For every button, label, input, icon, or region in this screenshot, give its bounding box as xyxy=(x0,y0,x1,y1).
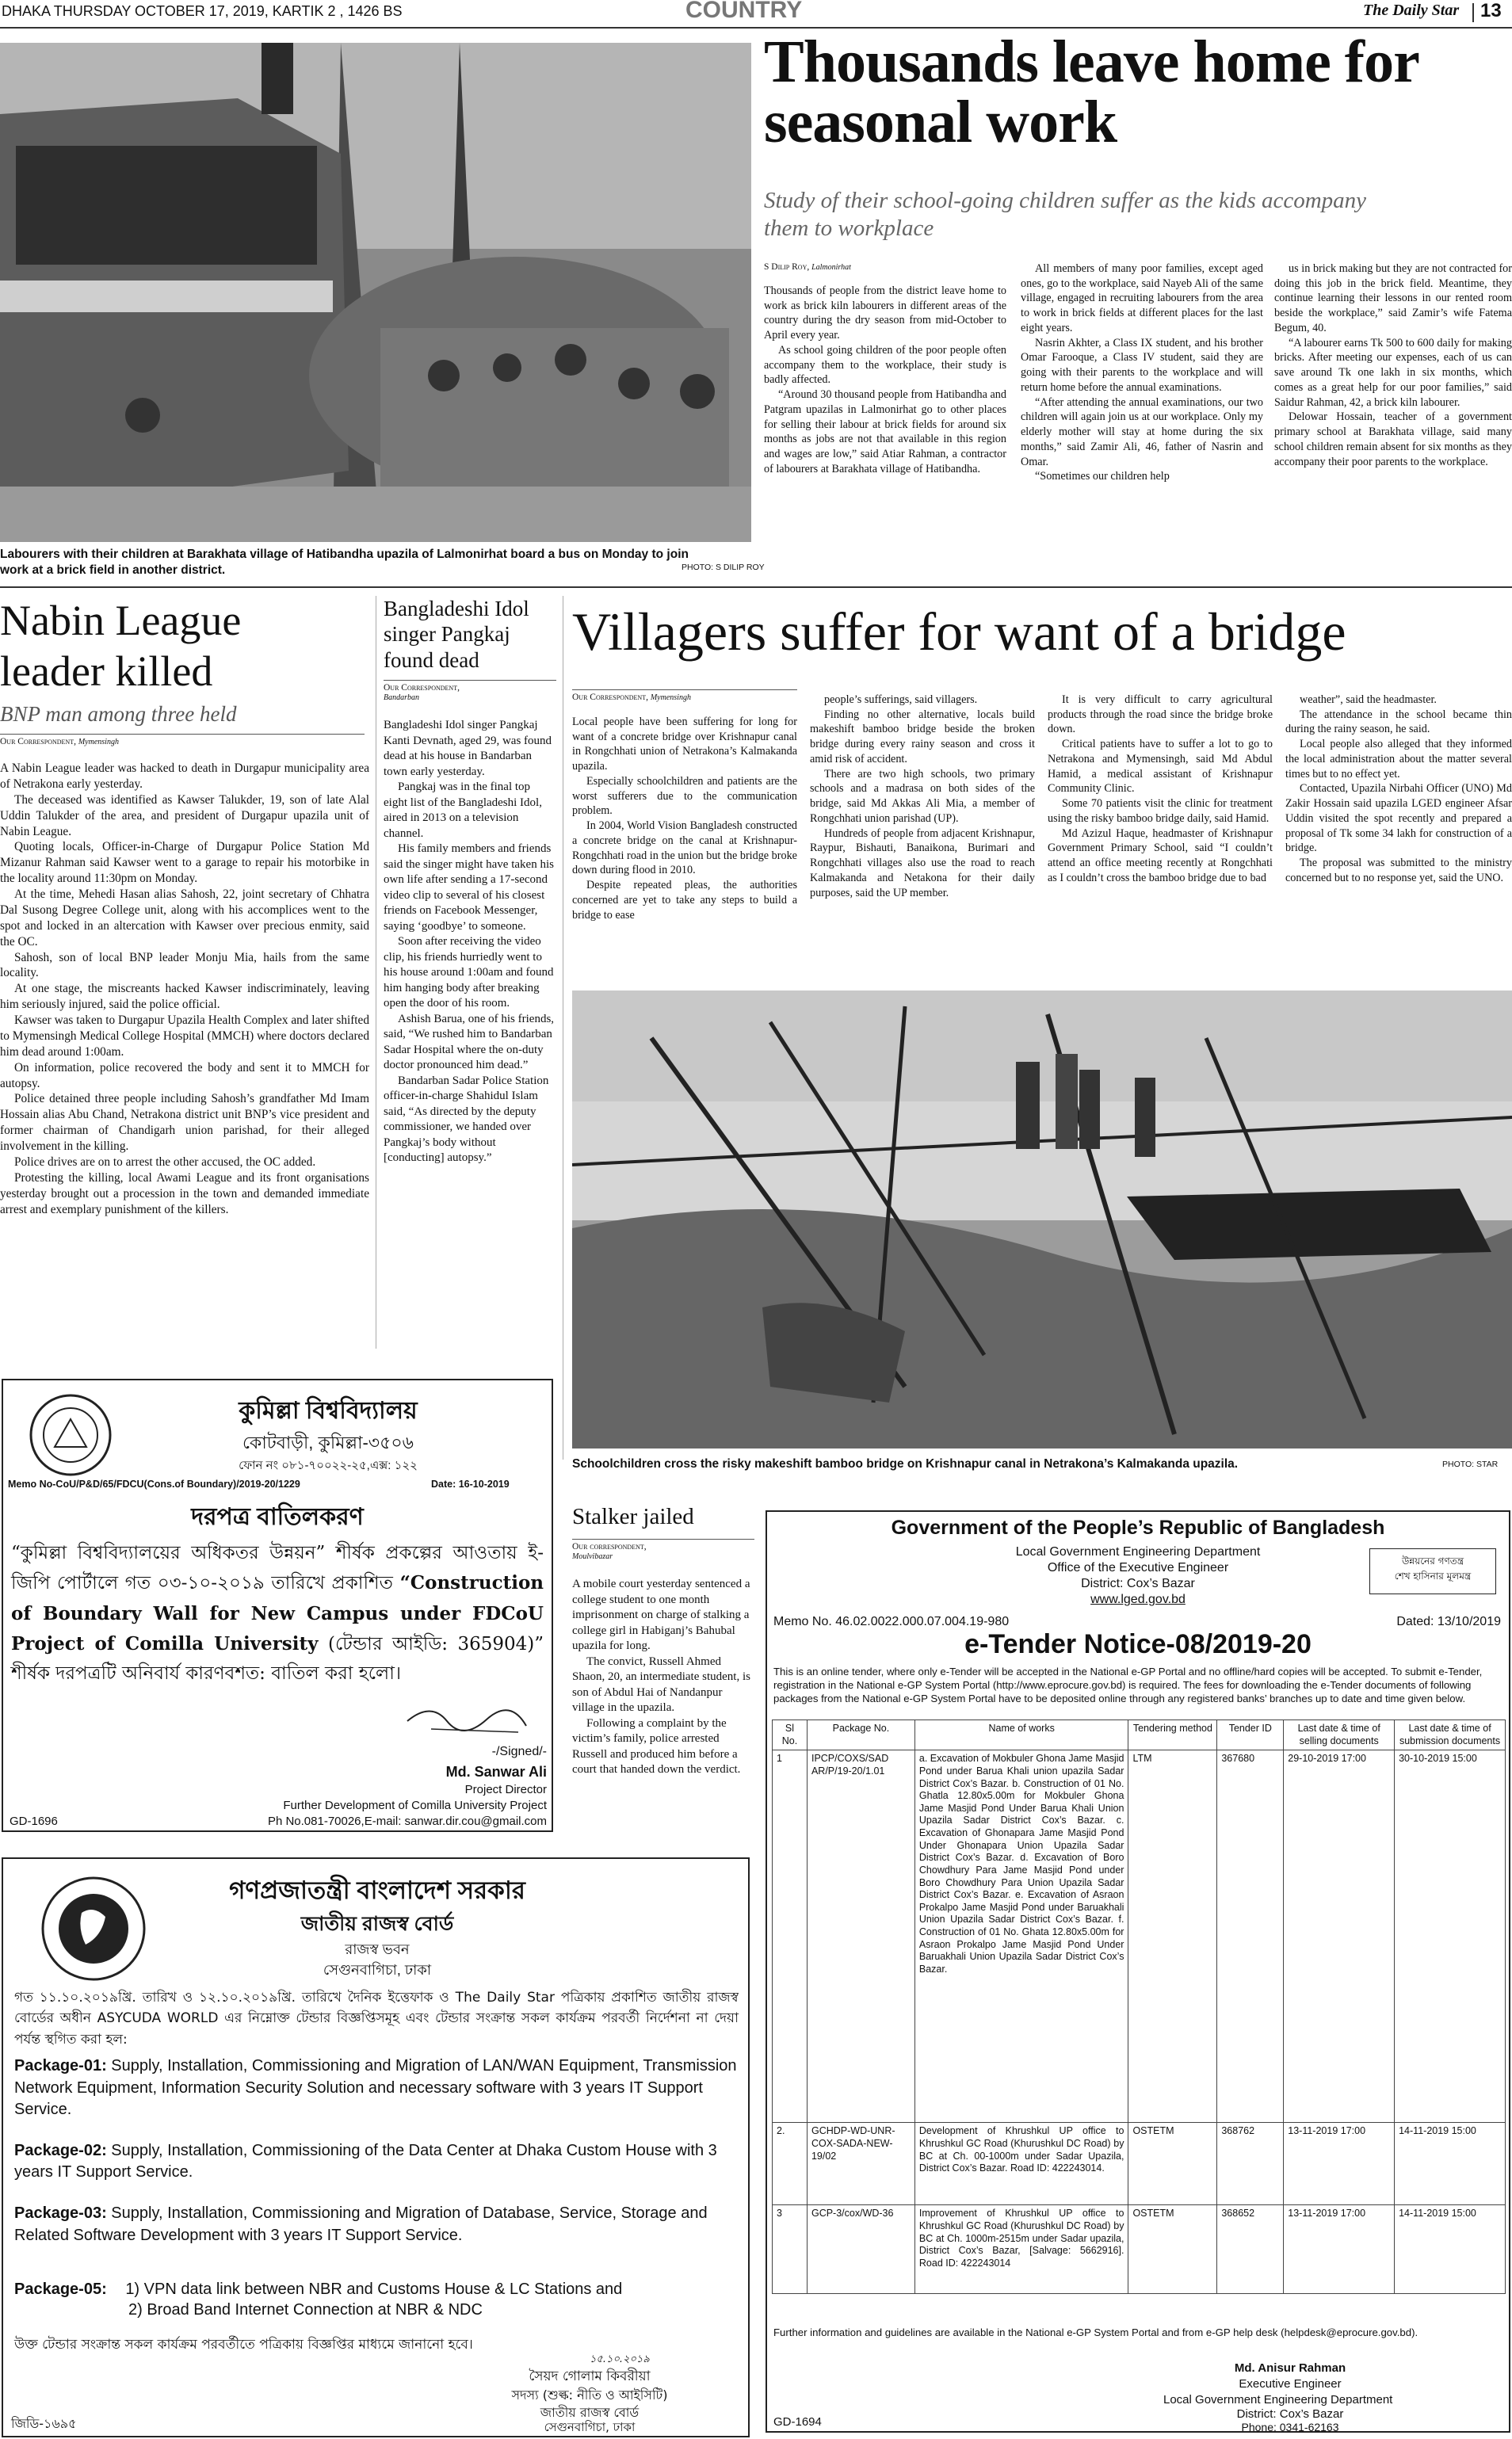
lged-sig-phone: Phone: 0341-62163 xyxy=(1241,2421,1339,2433)
idol-byline-place: Bandarban xyxy=(384,693,419,702)
table-cell: 14-11-2019 15:00 xyxy=(1395,2205,1506,2294)
nbr-packages xyxy=(14,2055,739,2265)
stalker-headline: Stalker jailed xyxy=(572,1504,694,1529)
package-text: Supply, Installation, Commissioning and Migration of Database, Service, Storage and Related Software Development with 3 years IT Support Service. xyxy=(14,2204,708,2244)
paragraph: Bandarban Sadar Police Station officer-in-charge Shahidul Islam said, “As directed by the deputy commissioner, we handed over Pangkaj’s body without [conducting] autopsy.” xyxy=(384,1074,549,1164)
lged-sig-title: Executive Engineer xyxy=(1239,2377,1342,2391)
paragraph: Police detained three people including Sahosh’s grandfather Md Imam Hossain alias Abu Chand, Netrakona district unit BNP’s vice president and former chairman of Chandigarh union parishad, for their alleged involvement in the killing. xyxy=(0,1092,369,1153)
bridge-photo-caption: Schoolchildren cross the risky makeshift bamboo bridge on Krishnapur canal in Netrakona’s Kalmakanda upazila. xyxy=(572,1457,1239,1471)
comilla-date: Date: 16-10-2019 xyxy=(431,1479,510,1490)
paragraph: All members of many poor families, except aged ones, go to the workplace, said Nayeb Ali of the same village, engaged in recruiting labourers from the area to work in brick fields at different places for the last eight years. xyxy=(1021,262,1263,334)
paragraph: Md Azizul Haque, headmaster of Krishnapur Government Primary School, said “I couldn’t attend an office meeting recently at Rongchhati as I couldn’t cross the bamboo bridge due to bad xyxy=(1048,826,1273,884)
lead-headline: Thousands leave home for seasonal work xyxy=(764,29,1418,155)
paragraph: At the time, Mehedi Hasan alias Sahosh, 22, joint secretary of Chhatra Dal Susong Degree College unit, along with his accomplices went to the spot and locked in an altercation with Kawser over precious enmity, said the OC. xyxy=(0,887,369,948)
paragraph: Finding no other alternative, locals build makeshift bamboo bridge beside the broken bridge during every rainy season and cross it amid risk of accident. xyxy=(810,708,1035,765)
table-header-cell: Last date & time of selling documents xyxy=(1284,1720,1395,1750)
masthead-logo: The Daily Star xyxy=(1363,2,1460,19)
table-header-cell: Package No. xyxy=(807,1720,914,1750)
comilla-body-bn-2: (টেন্ডার আইডি: 365904)” শীর্ষক দরপত্রটি অনিবার্য কারণবশত: বাতিল করা হলো। xyxy=(11,1633,544,1684)
lged-memo: Memo No. 46.02.0022.000.07.004.19-980 xyxy=(773,1615,1010,1628)
package-text: Supply, Installation, Commissioning and Migration of LAN/WAN Equipment, Transmission Network Equipment, Information Security Solution and necessary software with 3 years IT Support Service. xyxy=(14,2057,737,2119)
table-cell: 368652 xyxy=(1217,2205,1284,2294)
paragraph: Nasrin Akhter, a Class IX student, and his brother Omar Farooque, a Class IV student, said they are going with their parents to the workplace and will return home before the annual examinations. xyxy=(1021,336,1263,394)
lead-byline xyxy=(764,260,1002,272)
package-item xyxy=(14,2203,739,2246)
table-cell: 14-11-2019 15:00 xyxy=(1395,2123,1506,2205)
table-cell: a. Excavation of Mokbuler Ghona Jame Masjid Pond under Barua Khali union upazila Sadar District Cox’s Bazar. b. Construction of 01 No. Ghatla 12.80x5.00m for Mokbuler Ghona Jame Masjid Pond Under Barua Khali Union Upazila Sadar District Cox’s Bazar. c. Excavation of Ghonapara Jame Masjid Pond Under Ghonapara Union Upazila Sadar District Cox’s Bazar. d. Excavation of Boro Chowdhury Para Jame Masjid Pond under Boro Chowdhury Para Union Upazila Sadar District Cox’s Bazar. e. Excavation of Asraon Prokalpo Jame Masjid Pond under Baruakhali Union Upazila Sadar District Cox’s Bazar. f. Construction of 01 No. Ghata 12.80x5.00m for Asraon Prokalpo Jame Masjid Pond Under Baruakhali Union Upazila Sadar District Cox’s Bazar. xyxy=(914,1750,1128,2123)
bridge-body-col-3 xyxy=(1048,693,1273,886)
table-header-cell: Last date & time of submission documents xyxy=(1395,1720,1506,1750)
bridge-photo-credit: PHOTO: STAR xyxy=(1442,1460,1499,1469)
paragraph: “After attending the annual examinations, our two children will again join us at our workplace. Only my elderly mother will stay at home during the six months,” said Zamir Ali, 46, father of Nasrin and Omar. xyxy=(1021,395,1263,468)
paragraph: “Around 30 thousand people from Hatibandha and Patgram upazilas in Lalmonirhat go to other places for selling their labour at brick fields for around six months as jobs are not that available in this region and wages are low,” said Atiar Rahman, a contractor of labourers at Barakhata village of Hatibandha. xyxy=(764,388,1006,475)
lged-district: District: Cox’s Bazar xyxy=(1081,1577,1195,1590)
lead-subhead: Study of their school-going children suffer as the kids accompany them to workplace xyxy=(764,188,1367,242)
section-name: COUNTRY xyxy=(685,0,803,23)
comilla-signatory: Md. Sanwar Ali xyxy=(445,1764,547,1780)
paragraph: The convict, Russell Ahmed Shaon, 20, an intermediate student, is son of Abdul Hai of Nandanpur village in the upazila. xyxy=(572,1655,750,1714)
paragraph: A mobile court yesterday sentenced a college student to one month imprisonment on charge of stalking a college girl in Habiganj’s Bahubal upazila for long. xyxy=(572,1578,750,1652)
comilla-org: Further Development of Comilla University Project xyxy=(283,1799,547,1812)
comilla-contact: Ph No.081-70026,E-mail: sanwar.dir.cou@gmail.com xyxy=(267,1815,547,1828)
paragraph: people’s sufferings, said villagers. xyxy=(824,693,978,706)
table-row xyxy=(773,2123,1506,2205)
table-cell: 29-10-2019 17:00 xyxy=(1284,1750,1395,2123)
table-row xyxy=(773,2205,1506,2294)
lged-office: Office of the Executive Engineer xyxy=(1047,1561,1229,1574)
nbr-sig-org: জাতীয় রাজস্ব বোর্ড xyxy=(540,2405,640,2420)
table-cell: 13-11-2019 17:00 xyxy=(1284,2205,1395,2294)
paragraph: The deceased was identified as Kawser Talukder, 19, son of late Alal Uddin Talukder of the area, and president of Durgapur upazila unit of Nabin League. xyxy=(0,792,369,838)
paragraph: Kawser was taken to Durgapur Upazila Health Complex and later shifted to Mymensingh Medical College Hospital (MMCH) where doctors declared him dead around 1:00am. xyxy=(0,1013,369,1059)
table-header-cell: Tendering method xyxy=(1128,1720,1217,1750)
lged-footer: Further information and guidelines are available in the National e-GP System Portal and from e-GP help desk (helpdesk@eprocure.gov.bd). xyxy=(773,2326,1418,2338)
nbr-closing: উক্ত টেন্ডার সংক্রান্ত সকল কার্যক্রম পরবর্তীতে পত্রিকায় বিজ্ঞপ্তির মাধ্যমে জানানো হবে। xyxy=(14,2337,473,2353)
table-cell: Development of Khrushkul UP office to Khrushkul GC Road (Khurushkul DC Road) by BC at Ch. 00-1000m under Sadar Upazila, District Cox’s Bazar. Road ID: 422243014. xyxy=(914,2123,1128,2205)
paragraph: As school going children of the poor people often accompany them to the workplace, their study is badly affected. xyxy=(764,343,1006,387)
lged-sig-name: Md. Anisur Rahman xyxy=(1234,2361,1346,2375)
nabin-subhead: BNP man among three held xyxy=(0,702,237,726)
nbr-sig-date: ১৫.১০.২০১৯ xyxy=(590,2353,650,2365)
paragraph: There are two high schools, two primary schools and a madrasa on both sides of the bridge, said Md Akkas Ali Mia, a member of Rongchhati union parishad (UP). xyxy=(810,767,1035,825)
paragraph: His family members and friends said the singer might have taken his own life after sending a 17-second video clip to several of his closest friends on Facebook Messenger, saying ‘goodbye’ to someone. xyxy=(384,842,554,933)
paragraph: Quoting locals, Officer-in-Charge of Durgapur Police Station Md Mizanur Rahman said Kawser went to a garage to repair his motorbike in the locality around 11:30pm on Monday. xyxy=(0,840,369,886)
nabin-byline-place: Mymensingh xyxy=(78,738,119,746)
lged-sig-district: District: Cox’s Bazar xyxy=(1236,2407,1344,2421)
paragraph: The attendance in the school became thin during the rainy season, he said. xyxy=(1285,708,1512,736)
paragraph: Critical patients have to suffer a lot to go to Netrakona and Mymensingh, said Md Abdul Hamid, a medical assistant of Krishnapur Community Clinic. xyxy=(1048,738,1273,796)
ad-nbr xyxy=(2,1857,750,2437)
idol-headline: Bangladeshi Idol singer Pangkaj found dead xyxy=(384,597,529,672)
section-divider xyxy=(0,586,1512,588)
nabin-byline-name: Our Correspondent, xyxy=(0,737,76,746)
lead-body-col-3 xyxy=(1274,261,1512,469)
nbr-intro: গত ১১.১০.২০১৯খ্রি. তারিখ ও ১২.১০.২০১৯খ্রি. তারিখে দৈনিক ইত্তেফাক ও The Daily Star পত্রিকায় প্রকাশিত জাতীয় রাজস্ব বোর্ডের অধীন ASYCUDA WORLD এর নিম্নোক্ত টেন্ডার বিজ্ঞপ্তিসমূহ এবং টেন্ডার সংক্রান্ত সকল কার্যক্রম পরবর্তী নির্দেশনা না দেয়া পর্যন্ত স্থগিত করা হল: xyxy=(14,1990,739,2048)
paragraph: Delowar Hossain, teacher of a government primary school at Barakhata village, said many school children remain absent for six months as they accompany their poor parents to the workplace. xyxy=(1274,410,1512,468)
stalker-byline-name: Our correspondent, xyxy=(572,1542,647,1552)
lged-dept: Local Government Engineering Department xyxy=(1015,1545,1261,1559)
comilla-notice-body xyxy=(11,1539,544,1689)
signature-icon xyxy=(399,1697,534,1745)
nbr-sig-title: সদস্য (শুল্ক: নীতি ও আইসিটি) xyxy=(511,2387,668,2403)
bridge-photo xyxy=(572,990,1512,1449)
bridge-photo-image xyxy=(572,990,1512,1449)
paragraph: “Sometimes our children help xyxy=(1035,470,1170,483)
bridge-headline: Villagers suffer for want of a bridge xyxy=(572,601,1346,662)
table-cell: 2. xyxy=(773,2123,808,2205)
table-header-cell: Sl No. xyxy=(773,1720,808,1750)
table-cell: OSTETM xyxy=(1128,2205,1217,2294)
table-cell: 13-11-2019 17:00 xyxy=(1284,2123,1395,2205)
nabin-headline: Nabin League leader killed xyxy=(0,597,242,695)
bridge-body-col-2 xyxy=(810,693,1035,900)
badge-line-1: উন্নয়নের গণতন্ত্র xyxy=(1401,1555,1464,1567)
divider xyxy=(1472,3,1474,22)
paragraph: Ashish Barua, one of his friends, said, “We rushed him to Bandarban Sadar Hospital where the on-duty doctor pronounced him dead.” xyxy=(384,1012,555,1071)
paragraph: A Nabin League leader was hacked to death in Durgapur municipality area of Netrakona early yesterday. xyxy=(0,761,369,791)
table-cell: GCHDP-WD-UNR-COX-SADA-NEW-19/02 xyxy=(807,2123,914,2205)
paragraph: It is very difficult to carry agricultural products through the road since the bridge broke down. xyxy=(1048,693,1273,736)
paragraph: Bangladeshi Idol singer Pangkaj Kanti Devnath, aged 29, was found dead at his house in Bandarban town early yesterday. xyxy=(384,719,552,778)
bridge-body-col-1 xyxy=(572,715,797,922)
paragraph: Following a complaint by the victim’s family, police arrested Russell and produced him before a court that handed down the verdict. xyxy=(572,1716,741,1776)
idol-body xyxy=(384,718,555,1166)
table-header-cell: Tender ID xyxy=(1217,1720,1284,1750)
table-cell: OSTETM xyxy=(1128,2123,1217,2205)
page-number: 13 xyxy=(1480,0,1502,21)
nbr-signatory: সৈয়দ গোলাম কিবরীয়া xyxy=(529,2368,651,2384)
nabin-body xyxy=(0,761,369,1217)
bridge-byline-place: Mymensingh xyxy=(650,693,691,702)
paragraph: Police drives are on to arrest the other accused, the OC added. xyxy=(14,1155,316,1169)
stalker-body xyxy=(572,1577,753,1778)
paragraph: The proposal was submitted to the ministry concerned but to no response yet, said the UNO. xyxy=(1285,857,1512,884)
nbr-line-2: সেগুনবাগিচা, ঢাকা xyxy=(323,1962,432,1978)
paragraph: Thousands of people from the district leave home to work as brick kiln labourers in different areas of the country during the dry season from mid-October to April every year. xyxy=(764,284,1006,342)
stalker-byline xyxy=(572,1539,754,1561)
lged-sig-dept: Local Government Engineering Department xyxy=(1163,2393,1393,2407)
package-label: Package-02: xyxy=(14,2141,107,2159)
comilla-ad-code: GD-1696 xyxy=(10,1815,58,1828)
tender-table xyxy=(772,1720,1506,2294)
table-cell: 3 xyxy=(773,2205,808,2294)
lged-gov: Government of the People’s Republic of Bangladesh xyxy=(891,1517,1385,1539)
nbr-line-1: রাজস্ব ভবন xyxy=(345,1941,410,1957)
comilla-memo: Memo No-CoU/P&D/65/FDCU(Cons.of Boundary)/2019-20/1229 xyxy=(8,1479,300,1490)
paragraph: At one stage, the miscreants hacked Kawser indiscriminately, leaving him seriously injured, said the police official. xyxy=(0,982,369,1012)
bridge-byline xyxy=(572,689,797,702)
nbr-subtitle: জাতীয় রাজস্ব বোর্ড xyxy=(300,1913,454,1935)
package-item xyxy=(14,2140,739,2184)
paragraph: Local people also alleged that they informed the local administration about the matter several times but to no effect yet. xyxy=(1285,738,1512,781)
table-cell: GCP-3/cox/WD-36 xyxy=(807,2205,914,2294)
bridge-body-col-4 xyxy=(1285,693,1512,886)
package-label: Package-01: xyxy=(14,2057,107,2074)
lged-dated: Dated: 13/10/2019 xyxy=(1396,1615,1501,1628)
nabin-byline xyxy=(0,734,365,746)
paragraph: Some 70 patients visit the clinic for treatment using the risky bamboo bridge daily, said Hamid. xyxy=(1048,797,1273,825)
lged-intro: This is an online tender, where only e-Tender will be accepted in the National e-GP Portal and no offline/hard copies will be accepted. To submit e-Tender, registration in the National e-GP System Portal (http://www.eprocure.gov.bd) is required. The fees for downloading the e-Tender documents of following packages from the National e-GP System Portal have to be deposited online through any registered banks’ branches up to date and time given below. xyxy=(773,1666,1483,1704)
lead-photo-credit: PHOTO: S DILIP ROY xyxy=(682,563,765,572)
stalker-byline-place: Moulvibazar xyxy=(572,1552,613,1561)
lead-photo xyxy=(0,43,751,542)
paragraph: Despite repeated pleas, the authorities concerned are yet to take any steps to build a bridge to ease xyxy=(572,879,797,922)
lead-photo-caption: Labourers with their children at Barakhata village of Hatibandha upazila of Lalmonirhat board a bus on Monday to join work at a brick field in another district. xyxy=(0,548,689,578)
bus-photo-image xyxy=(0,43,751,542)
tender-table-header xyxy=(773,1720,1506,1750)
header-date: DHAKA THURSDAY OCTOBER 17, 2019, KARTIK 2 , 1426 BS xyxy=(2,3,403,19)
lged-slogan-badge xyxy=(1369,1548,1496,1594)
paragraph: Protesting the killing, local Awami League and its front organisations yesterday brought out a procession in the town and demanded immediate arrest and exemplary punishment of the killers. xyxy=(0,1170,369,1216)
nbr-ad-code: জিডি-১৬৯৫ xyxy=(11,2416,77,2431)
comilla-designation: Project Director xyxy=(464,1783,547,1796)
table-header-cell: Name of works xyxy=(914,1720,1128,1750)
tender-table-wrap xyxy=(772,1720,1506,2294)
lead-byline-name: S Dilip Roy, xyxy=(764,262,810,272)
nbr-sig-place: সেগুনবাগিচা, ঢাকা xyxy=(544,2420,636,2434)
lead-byline-place: Lalmonirhat xyxy=(811,263,851,272)
comilla-notice-title: দরপত্র বাতিলকরণ xyxy=(191,1504,364,1530)
paragraph: Contacted, Upazila Nirbahi Officer (UNO) Md Zakir Hossain said upazila LGED engineer Afsar Uddin visited the spot recently and prepared a proposal of Tk some 34 lakh for construction of a bridge. xyxy=(1285,782,1512,855)
lged-notice-title: e-Tender Notice-08/2019-20 xyxy=(964,1629,1312,1659)
paragraph: On information, police recovered the body and sent it to MMCH for autopsy. xyxy=(0,1060,369,1090)
package-label: Package-03: xyxy=(14,2204,107,2222)
comilla-body-en: “Construction of Boundary Wall for New Campus under FDCoU Project of Comilla University xyxy=(11,1572,544,1655)
table-cell: 30-10-2019 15:00 xyxy=(1395,1750,1506,2123)
bridge-byline-name: Our Correspondent, xyxy=(572,693,648,702)
table-cell: 367680 xyxy=(1217,1750,1284,2123)
paragraph: Soon after receiving the video clip, his friends hurriedly went to his house around 1:00am and found him hanging body after breaking open the door of his room. xyxy=(384,935,554,1010)
university-logo-icon xyxy=(27,1391,114,1479)
paragraph: us in brick making but they are not contracted for doing this job in the brick field. Meantime, they continue learning their lessons in our rented room beside the workplace,” said Zamir’s wife Fatema Begum, 40. xyxy=(1274,262,1512,334)
lged-ad-code: GD-1694 xyxy=(773,2415,822,2429)
comilla-body-bn-1: “কুমিল্লা বিশ্ববিদ্যালয়ের অধিকতর উন্নয়ন” শীর্ষক প্রকল্পের আওতায় ই-জিপি পোর্টালে গত ০৩-১০-২০১৯ তারিখে প্রকাশিত xyxy=(11,1543,544,1594)
nbr-title: গণপ্রজাতন্ত্রী বাংলাদেশ সরকার xyxy=(229,1876,525,1904)
table-cell: LTM xyxy=(1128,1750,1217,2123)
lead-body-col-1 xyxy=(764,284,1006,477)
badge-line-2: শেখ হাসিনার মূলমন্ত্র xyxy=(1394,1571,1472,1582)
package-text: Supply, Installation, Commissioning of the Data Center at Dhaka Custom House with 3 years IT Support Service. xyxy=(14,2141,717,2181)
nbr-package-05 xyxy=(14,2279,739,2320)
comilla-signed: -/Signed/- xyxy=(491,1745,547,1758)
ad-comilla-university xyxy=(2,1379,553,1832)
paragraph: Local people have been suffering for long for want of a concrete bridge over Krishnapur canal in Rongchhati union of Netrakona’s Kalmakanda upazila. xyxy=(572,716,797,773)
page-header xyxy=(0,0,1512,29)
paragraph: weather”, said the headmaster. xyxy=(1300,693,1437,706)
package-05-line-1: 1) VPN data link between NBR and Customs House & LC Stations and xyxy=(125,2281,623,2298)
paragraph: In 2004, World Vision Bangladesh constructed a concrete bridge on the canal at Krishnapur-Rongchhati road in the union but the bridge broke down during flood in 2010. xyxy=(572,819,797,877)
table-cell: 368762 xyxy=(1217,2123,1284,2205)
idol-byline-name: Our Correspondent, xyxy=(384,683,460,693)
comilla-address: কোটবাড়ী, কুমিল্লা-৩৫০৬ xyxy=(242,1433,414,1452)
ad-lged-etender xyxy=(766,1510,1510,2433)
table-cell: IPCP/COXS/SAD AR/P/19-20/1.01 xyxy=(807,1750,914,2123)
paragraph: “A labourer earns Tk 500 to 600 daily for making bricks. After meeting our expenses, each of us can save around Tk one lakh in six months, which comes as a great help for our poor families,” said Saidur Rahman, 42, a brick kiln labourer. xyxy=(1274,336,1512,409)
paragraph: Pangkaj was in the final top eight list of the Bangladeshi Idol, aired in 2013 on a television channel. xyxy=(384,781,542,840)
idol-byline xyxy=(384,680,556,702)
table-cell: 1 xyxy=(773,1750,808,2123)
package-05-label: Package-05: xyxy=(14,2281,107,2298)
comilla-phone: ফোন নং ০৮১-৭০০২২-২৫,এক্স: ১২২ xyxy=(239,1459,418,1472)
package-05-line-2: 2) Broad Band Internet Connection at NBR & NDC xyxy=(128,2301,483,2319)
package-item xyxy=(14,2055,739,2121)
paragraph: Especially schoolchildren and patients are the worst sufferers due to the communication problem. xyxy=(572,774,797,818)
table-cell: Improvement of Khrushkul UP office to Khrushkul GC Road (Khurushkul DC Road) by BC at Ch. 1000m-2515m under Sadar upazila, District Cox’s Bazar, [Salvage: 5662916]. Road ID: 422243014 xyxy=(914,2205,1128,2294)
lged-web-link[interactable]: www.lged.gov.bd xyxy=(1090,1593,1186,1606)
comilla-title: কুমিল্লা বিশ্ববিদ্যালয় xyxy=(239,1398,418,1424)
table-row xyxy=(773,1750,1506,2123)
lead-body-col-2 xyxy=(1021,261,1263,484)
paragraph: Hundreds of people from adjacent Krishnapur, Raypur, Bishauti, Banaikona, Burimari and Rongchhati villages also use the road to reach Kalmakanda and Netakona for their daily purposes, said the UP member. xyxy=(810,826,1035,899)
paragraph: Sahosh, son of local BNP leader Monju Mia, hails from the same locality. xyxy=(0,950,369,980)
